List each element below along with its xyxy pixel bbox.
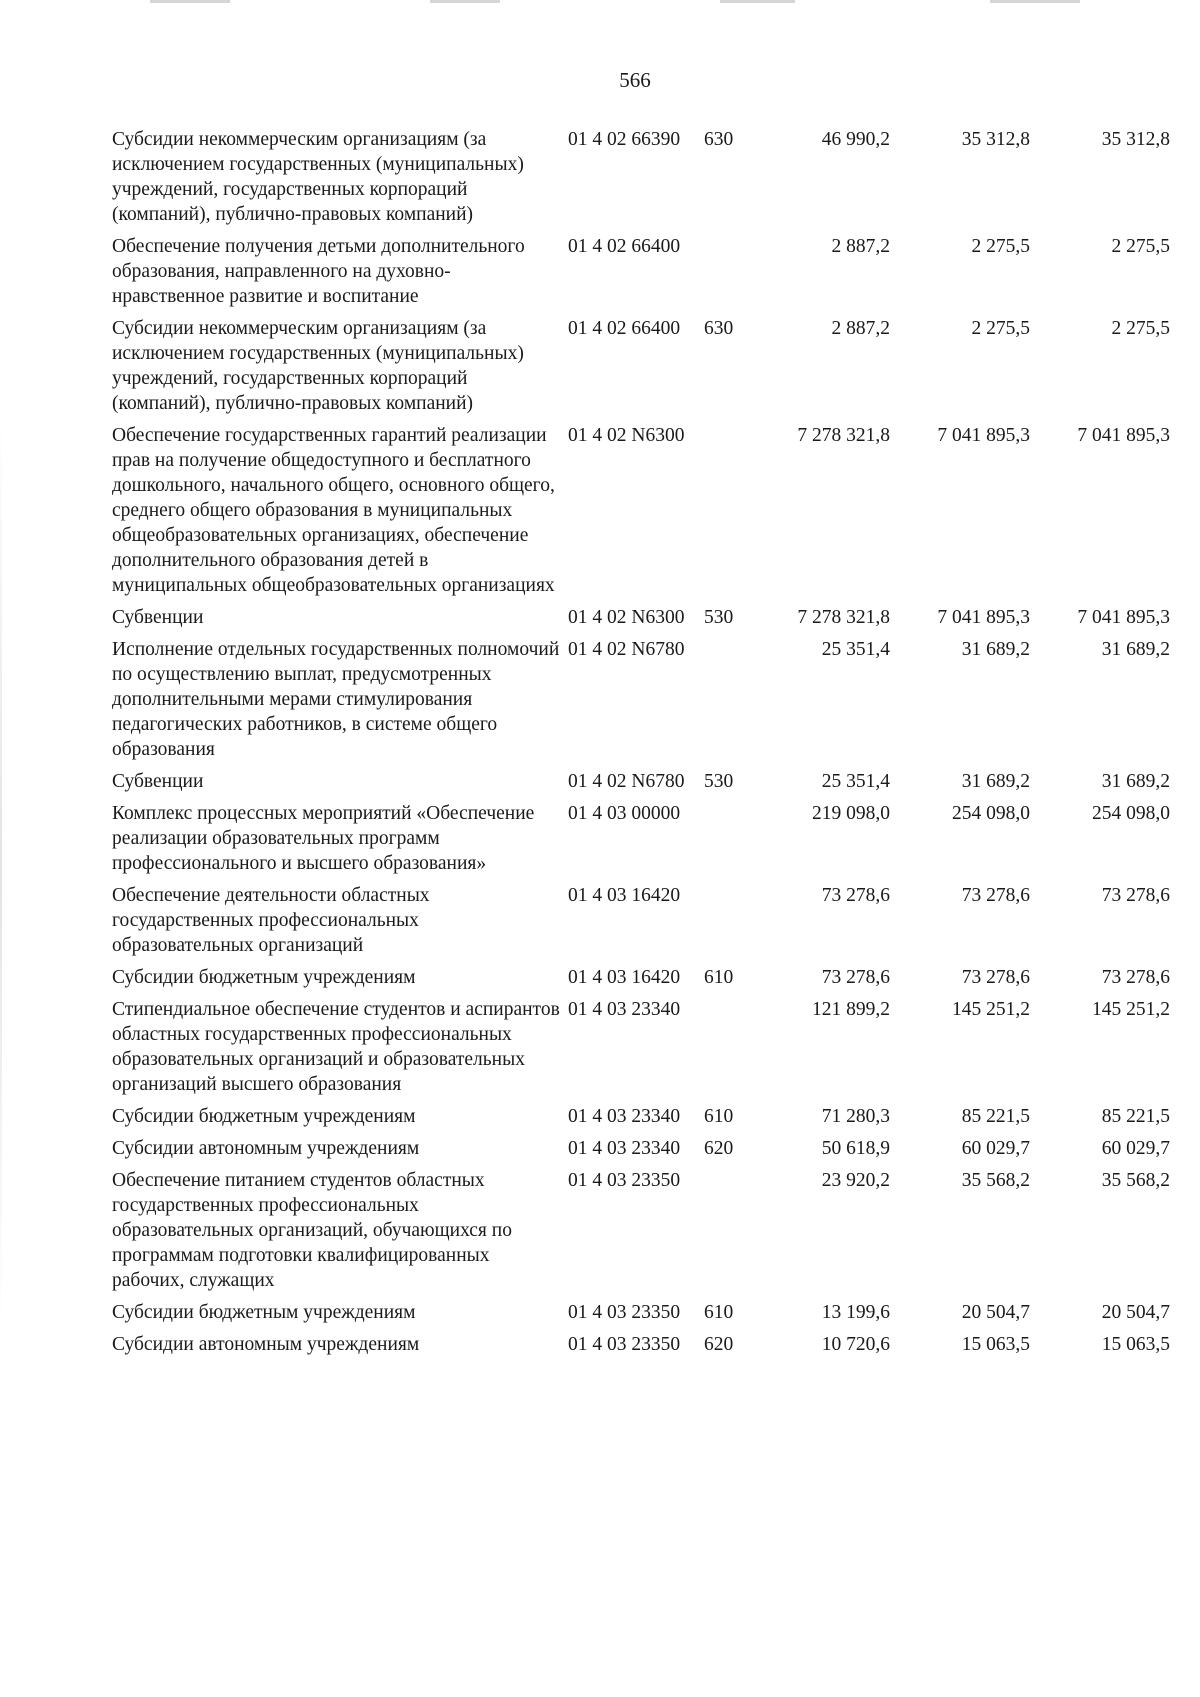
row-name: Стипендиальное обеспечение студентов и аспирантов областных государственных профессиональных образовательных организаций и образовательных организаций высшего образования [112,999,560,1095]
row-amount-year-3: 31 689,2 [1101,639,1170,660]
row-amount-year-1: 71 280,3 [821,1106,890,1127]
row-expense-type: 620 [704,1138,734,1159]
row-name: Субсидии некоммерческим организациям (за исключением государственных (муниципальных) учреждений, государственных корпораций (компаний), публично-правовых компаний) [112,318,524,414]
scan-edge [0,420,2,1320]
row-amount-year-3: 145 251,2 [1092,999,1170,1020]
row-target-code: 01 4 03 23340 [568,999,681,1020]
scan-artifacts [0,0,1200,6]
row-name: Обеспечение получения детьми дополнительного образования, направленного на духовно-нравственное развитие и воспитание [112,236,525,307]
table-row [112,1168,1177,1293]
row-target-code: 01 4 02 N6780 [568,771,685,792]
row-target-code: 01 4 03 23350 [568,1334,681,1355]
row-amount-year-2: 35 568,2 [961,1170,1030,1191]
row-amount-year-3: 35 312,8 [1101,129,1170,150]
row-amount-year-2: 35 312,8 [961,129,1030,150]
row-name: Субвенции [112,771,204,792]
row-amount-year-1: 50 618,9 [821,1138,890,1159]
row-amount-year-2: 20 504,7 [961,1302,1030,1323]
row-target-code: 01 4 02 66400 [568,318,681,339]
row-amount-year-1: 219 098,0 [812,803,890,824]
row-expense-type: 610 [704,967,734,988]
row-amount-year-3: 35 568,2 [1101,1170,1170,1191]
row-target-code: 01 4 03 23350 [568,1302,681,1323]
row-expense-type: 620 [704,1334,734,1355]
row-expense-type: 630 [704,318,734,339]
table-row [112,801,1177,876]
row-name: Субсидии автономным учреждениям [112,1138,420,1159]
row-amount-year-3: 254 098,0 [1092,803,1170,824]
row-name: Исполнение отдельных государственных полномочий по осуществлению выплат, предусмотренных дополнительными мерами стимулирования педагогических работников, в системе общего образования [112,639,560,760]
table-row [112,1300,1177,1325]
row-amount-year-1: 2 887,2 [831,236,890,257]
row-amount-year-2: 7 041 895,3 [937,607,1030,628]
row-target-code: 01 4 03 00000 [568,803,681,824]
table-row [112,423,1177,598]
row-name: Обеспечение государственных гарантий реализации прав на получение общедоступного и бесплатного дошкольного, начального общего, основного общего, среднего общего образования в муниципальных общеобразовательных организациях, обеспечение дополнительного образования детей в муниципальных общеобразовательных организациях [112,425,555,596]
row-target-code: 01 4 02 N6780 [568,639,685,660]
row-target-code: 01 4 03 16420 [568,967,681,988]
row-amount-year-2: 2 275,5 [971,236,1030,257]
row-amount-year-3: 73 278,6 [1101,885,1170,906]
row-name: Субсидии бюджетным учреждениям [112,967,416,988]
row-target-code: 01 4 02 N6300 [568,425,685,446]
table-row [112,637,1177,762]
row-target-code: 01 4 03 23340 [568,1106,681,1127]
row-amount-year-3: 2 275,5 [1111,318,1170,339]
row-target-code: 01 4 03 23350 [568,1170,681,1191]
table-row [112,605,1177,630]
row-amount-year-3: 2 275,5 [1111,236,1170,257]
row-name: Субсидии автономным учреждениям [112,1334,420,1355]
table-row [112,316,1177,416]
row-name: Обеспечение питанием студентов областных государственных профессиональных образовательных организаций, обучающихся по программам подготовки квалифицированных рабочих, служащих [112,1170,512,1291]
row-amount-year-3: 20 504,7 [1101,1302,1170,1323]
table-row [112,1332,1177,1357]
table-row [112,997,1177,1097]
row-name: Обеспечение деятельности областных государственных профессиональных образовательных организаций [112,885,430,956]
row-amount-year-1: 46 990,2 [821,129,890,150]
row-amount-year-1: 13 199,6 [821,1302,890,1323]
row-amount-year-2: 7 041 895,3 [937,425,1030,446]
row-target-code: 01 4 02 66390 [568,129,681,150]
row-amount-year-2: 73 278,6 [961,885,1030,906]
row-expense-type: 610 [704,1106,734,1127]
table-row [112,883,1177,958]
row-amount-year-3: 7 041 895,3 [1077,607,1170,628]
row-name: Субсидии бюджетным учреждениям [112,1302,416,1323]
row-amount-year-3: 31 689,2 [1101,771,1170,792]
table-row [112,769,1177,794]
row-name: Субвенции [112,607,204,628]
table-row [112,234,1177,309]
row-expense-type: 530 [704,607,734,628]
row-amount-year-2: 31 689,2 [961,639,1030,660]
row-amount-year-1: 10 720,6 [821,1334,890,1355]
row-name: Субсидии некоммерческим организациям (за исключением государственных (муниципальных) учреждений, государственных корпораций (компаний), публично-правовых компаний) [112,129,524,225]
row-amount-year-3: 7 041 895,3 [1077,425,1170,446]
row-expense-type: 630 [704,129,734,150]
row-amount-year-1: 7 278 321,8 [797,607,890,628]
table-row [112,127,1177,227]
row-target-code: 01 4 03 23340 [568,1138,681,1159]
row-amount-year-2: 15 063,5 [961,1334,1030,1355]
row-name: Комплекс процессных мероприятий «Обеспечение реализации образовательных программ профессионального и высшего образования» [112,803,535,874]
budget-table [112,127,1177,1364]
row-amount-year-1: 73 278,6 [821,885,890,906]
row-amount-year-3: 73 278,6 [1101,967,1170,988]
table-row [112,1136,1177,1161]
row-amount-year-3: 85 221,5 [1101,1106,1170,1127]
row-amount-year-3: 15 063,5 [1101,1334,1170,1355]
row-amount-year-3: 60 029,7 [1101,1138,1170,1159]
row-expense-type: 610 [704,1302,734,1323]
row-name: Субсидии бюджетным учреждениям [112,1106,416,1127]
row-expense-type: 530 [704,771,734,792]
row-amount-year-2: 254 098,0 [952,803,1030,824]
row-amount-year-2: 145 251,2 [952,999,1030,1020]
row-amount-year-1: 7 278 321,8 [797,425,890,446]
row-amount-year-2: 31 689,2 [961,771,1030,792]
row-amount-year-2: 2 275,5 [971,318,1030,339]
table-row [112,965,1177,990]
table-row [112,1104,1177,1129]
row-target-code: 01 4 02 N6300 [568,607,685,628]
page-number: 566 [619,68,651,92]
row-amount-year-2: 60 029,7 [961,1138,1030,1159]
row-amount-year-1: 25 351,4 [821,771,890,792]
row-amount-year-1: 121 899,2 [812,999,890,1020]
row-amount-year-1: 73 278,6 [821,967,890,988]
row-amount-year-1: 23 920,2 [821,1170,890,1191]
row-target-code: 01 4 02 66400 [568,236,681,257]
row-amount-year-2: 73 278,6 [961,967,1030,988]
row-amount-year-1: 2 887,2 [831,318,890,339]
row-amount-year-1: 25 351,4 [821,639,890,660]
row-target-code: 01 4 03 16420 [568,885,681,906]
row-amount-year-2: 85 221,5 [961,1106,1030,1127]
